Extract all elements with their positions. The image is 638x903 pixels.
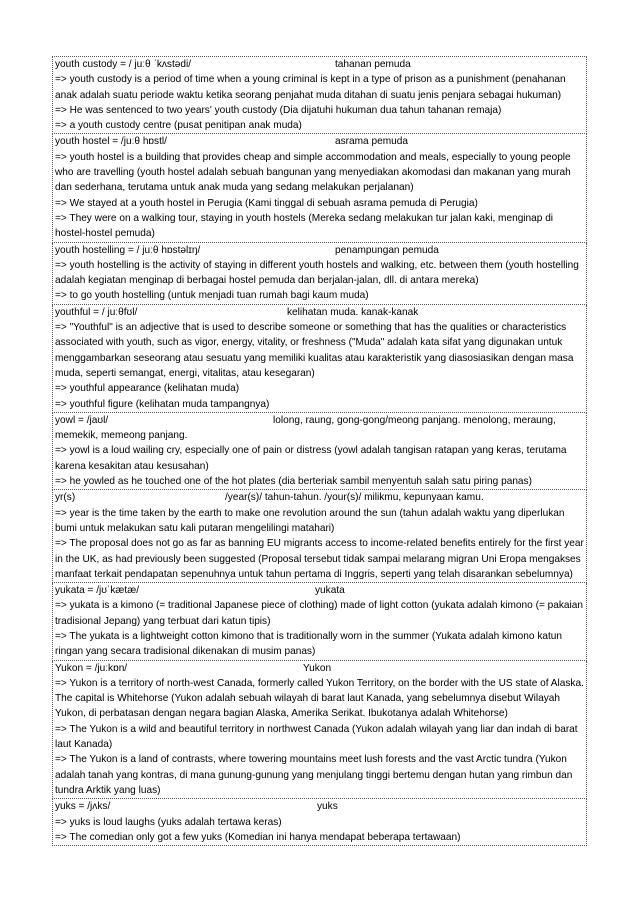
example-line: => youth custody is a period of time when a young criminal is kept in a type of prison as a punishment (penahanan anak adalah suatu periode waktu ketika seorang penjahat muda ditahan di suatu jenis penjara sebagai hukuman) <box>55 74 566 101</box>
example-line: => "Youthful" is an adjective that is used to describe someone or something that has the qualities or characteristics associated with youth, such as vigor, energy, vitality, or freshness ("Muda" adalah kata sifat yang digunakan untuk menggambarkan seseorang atau sesuatu yang memiliki kualitas atau karakteristik yang diasosiasikan dengan masa muda, seperti semangat, energi, vitalitas, atau kesegaran) <box>55 322 574 379</box>
translation: lolong, raung, gong-gong/meong panjang. menolong, meraung, memekik, memeong panjang. <box>55 414 556 442</box>
translation: tahanan pemuda <box>335 59 411 70</box>
dictionary-entry <box>52 243 587 305</box>
example-line: => youth hostel is a building that provides cheap and simple accommodation and meals, especially to young people who are travelling (youth hostel adalah sebuah bangunan yang menyediakan akomodasi dan makanan yang murah dan sederhana, terutama untuk anak muda yang sedang melakukan perjalanan) <box>55 151 571 194</box>
headword: youth custody = / juːθ ˈkʌstədi/ <box>55 59 192 70</box>
example-line: => youth hostelling is the activity of staying in different youth hostels and walking, etc. between them (youth hostelling adalah kegiatan menginap di berbagai hostel pemuda dan berjalan-jalan, dll. di antara mereka) <box>55 259 579 287</box>
entry-header <box>55 57 585 72</box>
headword: yr(s) <box>55 492 76 504</box>
example-line: => He was sentenced to two years' youth custody (Dia dijatuhi hukuman dua tahun tahanan remaja) <box>55 104 502 116</box>
entry-header <box>55 134 585 149</box>
example-line: => youthful figure (kelihatan muda tampangnya) <box>55 398 270 410</box>
dictionary-entry <box>52 134 587 242</box>
example-line: => The Yukon is a wild and beautiful territory in northwest Canada (Yukon adalah wilayah yang liar dan indah di barat laut Kanada) <box>55 723 578 751</box>
example-line: => We stayed at a youth hostel in Perugia (Kami tinggal di sebuah asrama pemuda di Perugia) <box>55 197 478 209</box>
example-line: => to go youth hostelling (untuk menjadi tuan rumah bagi kaum muda) <box>55 290 369 302</box>
entry-header <box>55 490 585 505</box>
example-line: => The Yukon is a land of contrasts, where towering mountains meet lush forests and the vast Arctic tundra (Yukon adalah tanah yang kontras, di mana gunung-gunung yang menjulang tinggi bertemu dengan hutan yang rimbun dan tundra Arktik yang luas) <box>55 754 573 796</box>
translation: asrama pemuda <box>335 136 408 148</box>
dictionary-entry <box>52 56 587 134</box>
entry-header <box>55 243 585 258</box>
example-line: => The yukata is a lightweight cotton kimono that is traditionally worn in the summer (Yukata adalah kimono katun ringan yang secara tradisional dikenakan di musim panas) <box>55 630 563 658</box>
example-line: => year is the time taken by the earth to make one revolution around the sun (tahun adalah waktu yang diperlukan bumi untuk melakukan satu kali putaran mengelilingi matahari) <box>55 507 565 534</box>
example-line: => he yowled as he touched one of the hot plates (dia berteriak sambil menyentuh salah satu piring panas) <box>55 476 532 488</box>
example-line: => yowl is a loud wailing cry, especially one of pain or distress (yowl adalah tangisan ratapan yang keras, terutama karena kesakitan atau kesusahan) <box>55 445 567 472</box>
dictionary-entry <box>52 799 587 846</box>
dictionary-entry <box>52 583 587 660</box>
headword: youthful = / juːθfʊl/ <box>55 306 138 318</box>
headword: Yukon = /juːkɒn/ <box>55 662 128 674</box>
dictionary-entry <box>52 661 587 800</box>
translation: yukata <box>315 585 345 597</box>
dictionary-entry <box>52 305 587 413</box>
translation: /year(s)/ tahun-tahun. /your(s)/ milikmu, kepunyaan kamu. <box>225 492 484 504</box>
translation: yuks <box>317 801 338 813</box>
dictionary-page <box>52 56 587 846</box>
example-line: => a youth custody centre (pusat penitipan anak muda) <box>55 120 302 132</box>
dictionary-entry <box>52 490 587 583</box>
translation: Yukon <box>303 662 332 674</box>
headword: yuks = /jʌks/ <box>55 801 111 813</box>
example-line: => youthful appearance (kelihatan muda) <box>55 383 240 395</box>
entry-header <box>55 661 585 676</box>
example-line: => The proposal does not go as far as banning EU migrants access to income-related benefits entirely for the first year in the UK, as had previously been suggested (Proposal tersebut tidak sampai melarang migran Uni Eropa mengakses manfaat terkait pendapatan sepenuhnya untuk tahun pertama di Inggris, seperti yang telah disarankan sebelumnya) <box>55 538 584 580</box>
example-line: => yuks is loud laughs (yuks adalah tertawa keras) <box>55 816 282 828</box>
example-line: => Yukon is a territory of north-west Canada, formerly called Yukon Territory, on the border with the US state of Alaska. The capital is Whitehorse (Yukon adalah sebuah wilayah di barat laut Kanada, yang sebelumnya disebut Wilayah Yukon, di perbatasan dengan negara bagian Alaska, Amerika Serikat. Ibukotanya adalah Whitehorse) <box>55 677 584 720</box>
translation: penampungan pemuda <box>335 244 439 256</box>
example-line: => yukata is a kimono (= traditional Japanese piece of clothing) made of light cotton (yukata adalah kimono (= pakaian tradisional Jepang) yang terbuat dari katun tipis) <box>55 600 583 627</box>
headword: youth hostelling = / juːθ hɒstəlɪŋ/ <box>55 244 201 256</box>
headword: youth hostel = /juːθ hɒstl/ <box>55 136 167 148</box>
example-line: => They were on a walking tour, staying in youth hostels (Mereka sedang melakukan tur jalan kaki, menginap di hostel-hostel pemuda) <box>55 212 554 240</box>
entry-header <box>55 413 585 444</box>
translation: kelihatan muda. kanak-kanak <box>287 306 419 318</box>
entry-header <box>55 583 585 598</box>
headword: yowl = /jaʊl/ <box>55 414 109 426</box>
example-line: => The comedian only got a few yuks (Komedian ini hanya mendapat beberapa tertawaan) <box>55 831 461 843</box>
entry-header <box>55 305 585 320</box>
dictionary-entry <box>52 413 587 490</box>
entry-header <box>55 799 585 814</box>
headword: yukata = /jʊˈkætæ/ <box>55 585 139 597</box>
